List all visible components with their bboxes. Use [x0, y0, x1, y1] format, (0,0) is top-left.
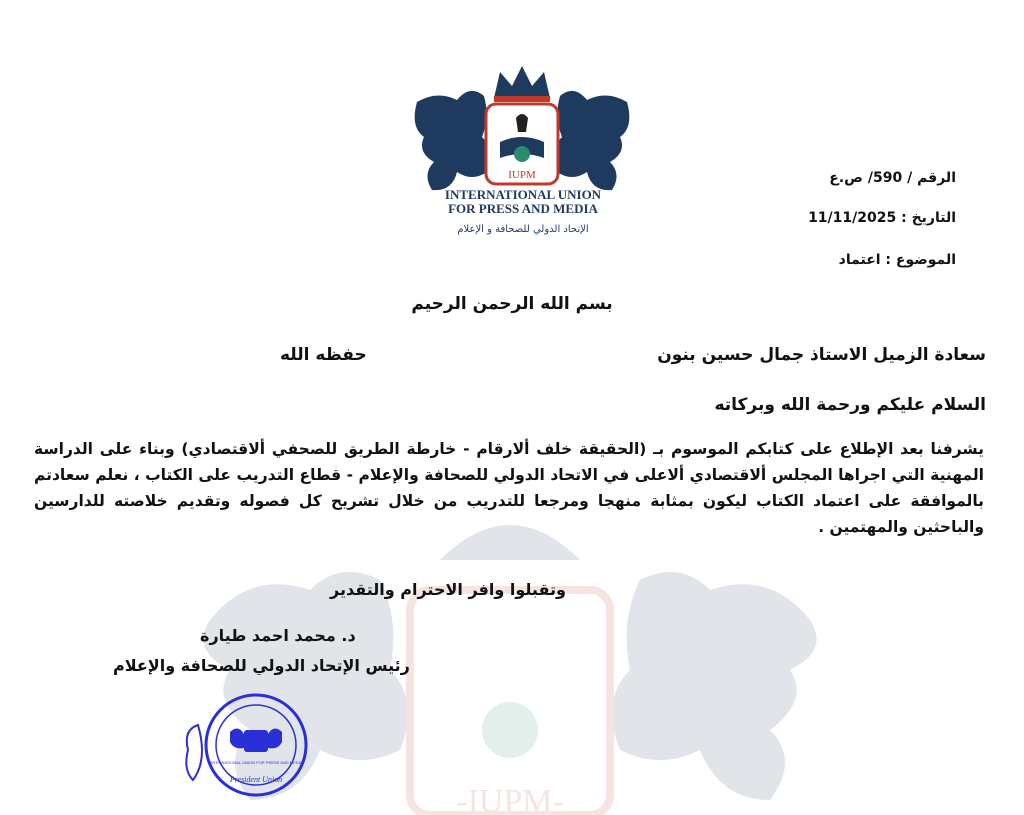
stamp-label: President Union: [229, 775, 283, 784]
signatory-name: د. محمد احمد طيارة: [200, 626, 356, 645]
official-stamp: [178, 690, 318, 800]
crown-icon: [494, 66, 550, 102]
org-name-en-line2: FOR PRESS AND MEDIA: [448, 201, 598, 216]
signatory-title: رئيس الإتحاد الدولي للصحافة والإعلام: [113, 656, 410, 675]
reference-number: الرقم / 590/ ص.ع: [829, 170, 956, 186]
greeting: السلام عليكم ورحمة الله وبركاته: [714, 395, 986, 415]
letter-body: يشرفنا بعد الإطلاع على كتابكم الموسوم بـ (الحقيقة خلف ألارقام - خارطة الطريق للصحفي ألاقتصادي) وبناء على الدراسة المهنية التي اجراها المجلس ألاقتصادي ألاعلى في الاتحاد الدولي للصحافة والإعلام - قطاع التدريب على الكتاب ، نعلم سعادتم بالموافقة على اعتماد الكتاب ليكون بمثابة منهجا ومرجعا للتدريب من خلال تشريح كل فصوله وتقديم خلاصته للدارسين والباحثين والمهتمين .: [34, 440, 984, 536]
letter-subject: الموضوع : اعتماد: [838, 252, 956, 268]
recipient: سعادة الزميل الاستاذ جمال حسين بنون: [657, 345, 986, 365]
closing: وتقبلوا وافر الاحترام والتقدير: [330, 580, 566, 599]
basmala: بسم الله الرحمن الرحيم: [411, 294, 613, 314]
org-name-en: [418, 188, 628, 216]
honorific: حفظه الله: [280, 345, 367, 365]
watermark-abbr: -IUPM-: [456, 783, 564, 815]
letter-date: التاريخ : 11/11/2025: [808, 210, 956, 226]
org-name-en-line1: INTERNATIONAL UNION: [444, 187, 602, 202]
logo-abbr: IUPM: [508, 169, 536, 181]
stamp-emblem-icon: [230, 728, 282, 752]
globe-icon: [514, 146, 530, 162]
org-name-ar: الإتحاد الدولي للصحافة و الإعلام: [457, 224, 589, 235]
stamp-text: INTERNATIONAL UNION FOR PRESS AND MEDIA: [209, 760, 303, 765]
